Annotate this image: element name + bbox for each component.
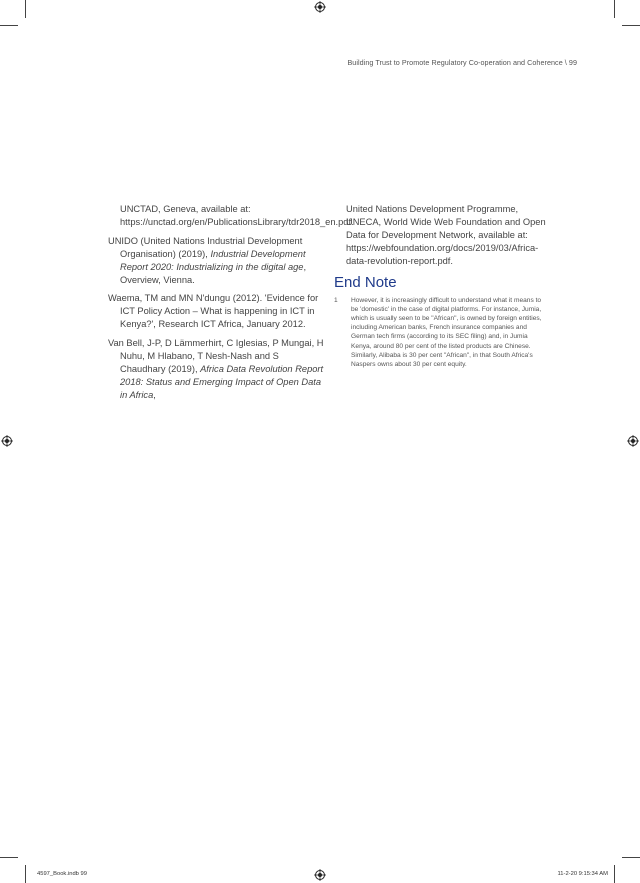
reference-van-bell-continued: United Nations Development Programme, UNECA, World Wide Web Foundation and Open Data for Development Network, available at: https://webfoundation.org/docs/2019/03/Africa-data-revolution-report.pdf. (346, 204, 546, 266)
reference-waema: Waema, TM and MN N'dungu (2012). 'Evidence for ICT Policy Action – What is happening in ICT in Kenya?', Research ICT Africa, January 2012. (108, 293, 319, 330)
reference-text: , (153, 389, 156, 400)
endnote-item (334, 296, 546, 370)
endnote-text: However, it is increasingly difficult to understand what it means to be 'domestic' in the case of digital platforms. For instance, Jumia, which is usually seen to be "African", is owned by foreign entities, including American banks, French insurance companies and German tech firms (according to its SEC filing) and, in Jumia Kenya, around 80 per cent of the listed products are Chinese. Similarly, Alibaba is 30 per cent "African", in that South Africa's Naspers owns about 30 per cent equity. (351, 296, 542, 368)
reference-van-bell (108, 337, 324, 402)
registration-mark-icon (314, 1, 326, 13)
reference-text: UNIDO (United Nations Industrial Development Organisation) (2019), (108, 235, 303, 259)
slug-file-name: 4597_Book.indb 99 (37, 871, 87, 877)
crop-mark (622, 857, 640, 858)
registration-mark-icon (1, 435, 13, 447)
crop-mark (0, 25, 18, 26)
crop-mark (25, 865, 26, 883)
reference-unido (108, 235, 324, 287)
reference-text: , Overview, Vienna. (120, 261, 307, 285)
crop-mark (614, 0, 615, 18)
slug-timestamp: 11-2-20 9:15:34 AM (557, 871, 608, 877)
reference-title: Industrial Development Report 2020: Industrializing in the digital age (120, 248, 306, 272)
crop-mark (0, 857, 18, 858)
reference-text: Van Bell, J-P, D Lämmerhirt, C Iglesias, P Mungai, H Nuhu, M Hlabano, T Nesh-Nash and S Chaudhary (2019), (108, 338, 324, 374)
registration-mark-icon (627, 435, 639, 447)
crop-mark (25, 0, 26, 18)
references-right-column (334, 203, 546, 369)
crop-mark (622, 25, 640, 26)
endnote-heading: End Note (334, 273, 397, 291)
reference-unctad-continued: UNCTAD, Geneva, available at: https://unctad.org/en/PublicationsLibrary/tdr2018_en.pdf. (120, 204, 354, 227)
running-head: Building Trust to Promote Regulatory Co-operation and Coherence \ 99 (347, 58, 577, 67)
reference-title: Africa Data Revolution Report 2018: Status and Emerging Impact of Open Data in Africa (120, 363, 324, 400)
crop-mark (614, 865, 615, 883)
registration-mark-icon (314, 869, 326, 881)
endnote-number: 1 (334, 296, 338, 304)
references-left-column (108, 203, 354, 408)
